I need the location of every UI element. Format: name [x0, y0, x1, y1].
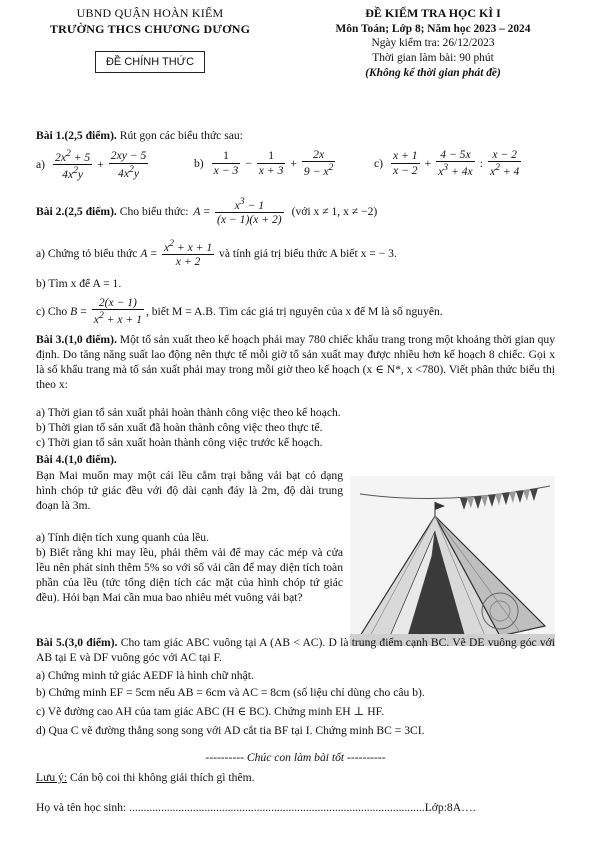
- bai3-b: b) Thời gian tổ sản xuất đã hoàn thành công việc theo thực tế.: [36, 421, 323, 434]
- bai5-title: Bài 5.(3,0 điểm).: [36, 636, 118, 649]
- bai1-heading: [36, 128, 555, 143]
- header-left: [40, 6, 260, 73]
- bai1-b-label: b): [194, 156, 204, 170]
- official-badge: ĐỀ CHÍNH THỨC: [95, 51, 205, 73]
- tent-image: [350, 476, 555, 646]
- bai2-a-post: và tính giá trị biểu thức A biết x = − 3.: [216, 246, 397, 260]
- duration-note: (Không kể thời gian phát đề): [365, 67, 501, 80]
- bai3-title: Bài 3.(1,0 điểm).: [36, 333, 117, 346]
- bai2-condition: (với x ≠ 1, x ≠ −2): [291, 204, 378, 218]
- bai2-b: b) Tìm x để A = 1.: [36, 277, 122, 290]
- bai2-a-pre: a) Chứng tỏ biểu thức: [36, 246, 141, 260]
- bai1-text: Rút gọn các biểu thức sau:: [116, 129, 243, 142]
- bai1-a-label: a): [36, 158, 46, 172]
- bai1-c-label: c): [374, 156, 384, 170]
- bai2-title: Bài 2.(2,5 điểm).: [36, 204, 117, 218]
- bai1-expressions: [36, 148, 555, 188]
- bai5-text: [36, 635, 555, 665]
- bai1-expr-a: a) $\frac{2x^2 + 5}{4x^2y}$ + $\frac{2xy - 5}{4x^2y}$: [36, 148, 147, 182]
- exam-title: ĐỀ KIỂM TRA HỌC KÌ I: [365, 6, 501, 20]
- exam-date: Ngày kiểm tra: 26/12/2023: [371, 37, 495, 50]
- district-name: UBND QUẬN HOÀN KIẾM: [76, 6, 224, 20]
- bai4-title: Bài 4.(1,0 điểm).: [36, 453, 117, 466]
- bai5-body: Cho tam giác ABC vuông tại A (AB < AC). D là trung điểm cạnh BC. Vẽ DE vuông góc với AB tại E và DF vuông góc với AC tại F.: [36, 636, 556, 665]
- exam-duration: Thời gian làm bài: 90 phút: [372, 52, 494, 65]
- bai2-text: Cho biểu thức:: [116, 204, 192, 218]
- note-text: Cán bộ coi thi không giải thích gì thêm.: [67, 771, 255, 784]
- note-label: Lưu ý:: [36, 771, 68, 784]
- bai1-title: Bài 1.(2,5 điểm).: [36, 129, 117, 142]
- school-name: TRƯỜNG THCS CHƯƠNG DƯƠNG: [49, 21, 251, 36]
- bai4-heading: [36, 452, 555, 467]
- bai2-c-post: , biết M = A.B. Tìm các giá trị nguyên của x để M là số nguyên.: [145, 304, 443, 318]
- bai1-expr-b: b) $\frac{1}{x - 3}$ − $\frac{1}{x + 3}$ + $\frac{2x}{9 - x^2}$: [194, 148, 334, 179]
- bai5-c: c) Vẽ đường cao AH của tam giác ABC (H ∈ BC). Chứng minh EH ⊥ HF.: [36, 705, 385, 718]
- good-luck-line: ---------- Chúc con làm bài tốt ----------: [205, 751, 386, 764]
- header-right: [318, 6, 548, 81]
- bai3-body: Một tổ sản xuất theo kế hoạch phải may 780 chiếc khẩu trang trong một khoảng thời gian quy định. Do tăng năng suất lao động nên thực tế mỗi giờ tổ sản xuất may được nhiều hơn kế hoạch 8 chiếc. Gọi x là số khẩu trang mà tổ sản xuất phải may trong mỗi giờ theo kế hoạch (x ∈ N*, x <780). Viết phân thức biểu thị theo x:: [36, 333, 556, 392]
- subject-line: Môn Toán; Lớp 8; Năm học 2023 – 2024: [335, 22, 531, 35]
- bai5-a: a) Chứng minh tứ giác AEDF là hình chữ nhật.: [36, 669, 254, 682]
- footer-note: [36, 770, 555, 785]
- bai1-expr-c: c) $\frac{x + 1}{x - 2}$ + $\frac{4 - 5x}{x^3 + 4x}$ : $\frac{x - 2}{x^2 + 4}$: [374, 148, 520, 179]
- bai2-heading: Bài 2.(2,5 điểm). Cho biểu thức: A = $\frac{x^3 - 1}{(x - 1)(x + 2)}$ (với x ≠ 1, x ≠ −2): [36, 196, 378, 227]
- bai4-text: Bạn Mai muốn may một cái lều cắm trại bằng vải bạt có dạng hình chóp tứ giác đều với độ dài cạnh đáy là 2m, độ dài trung đoạn là 3m.: [36, 469, 343, 513]
- bai2-c-pre: c) Cho: [36, 304, 71, 318]
- bai5-d: d) Qua C vẽ đường thẳng song song với AD cắt tia BF tại I. Chứng minh BC = 3CI.: [36, 724, 425, 737]
- bai2-c: c) Cho B = $\frac{2(x - 1)}{x^2 + x + 1}$ , biết M = A.B. Tìm các giá trị nguyên của x để M là số nguyên.: [36, 296, 443, 327]
- bai3-text: [36, 332, 555, 392]
- bai3-c: c) Thời gian tổ sản xuất hoàn thành công việc trước kế hoạch.: [36, 436, 323, 449]
- bai4-a: a) Tính diện tích xung quanh của lều.: [36, 531, 210, 544]
- bai3-a: a) Thời gian tổ sản xuất phải hoàn thành công việc theo kế hoạch.: [36, 406, 341, 419]
- bai2-a: a) Chứng tỏ biểu thức A = $\frac{x^2 + x + 1}{x + 2}$ và tính giá trị biểu thức A biết x = − 3.: [36, 238, 397, 269]
- bai5-b: b) Chứng minh EF = 5cm nếu AB = 6cm và AC = 8cm (số liệu chỉ dùng cho câu b).: [36, 686, 425, 699]
- student-name-line: Họ và tên học sinh: ......................................................................................................Lớp:8A….: [36, 801, 476, 814]
- bai4-b: b) Biết rằng khi may lều, phải thêm vải để may các mép và cửa lều nên phát sinh thêm 5% so với số vải cần để may diện tích toàn phần của lều (tức tổng diện tích các mặt của hình chóp tứ giác đều). Hỏi bạn Mai cần mua bao nhiêu mét vuông vải bạt?: [36, 546, 343, 605]
